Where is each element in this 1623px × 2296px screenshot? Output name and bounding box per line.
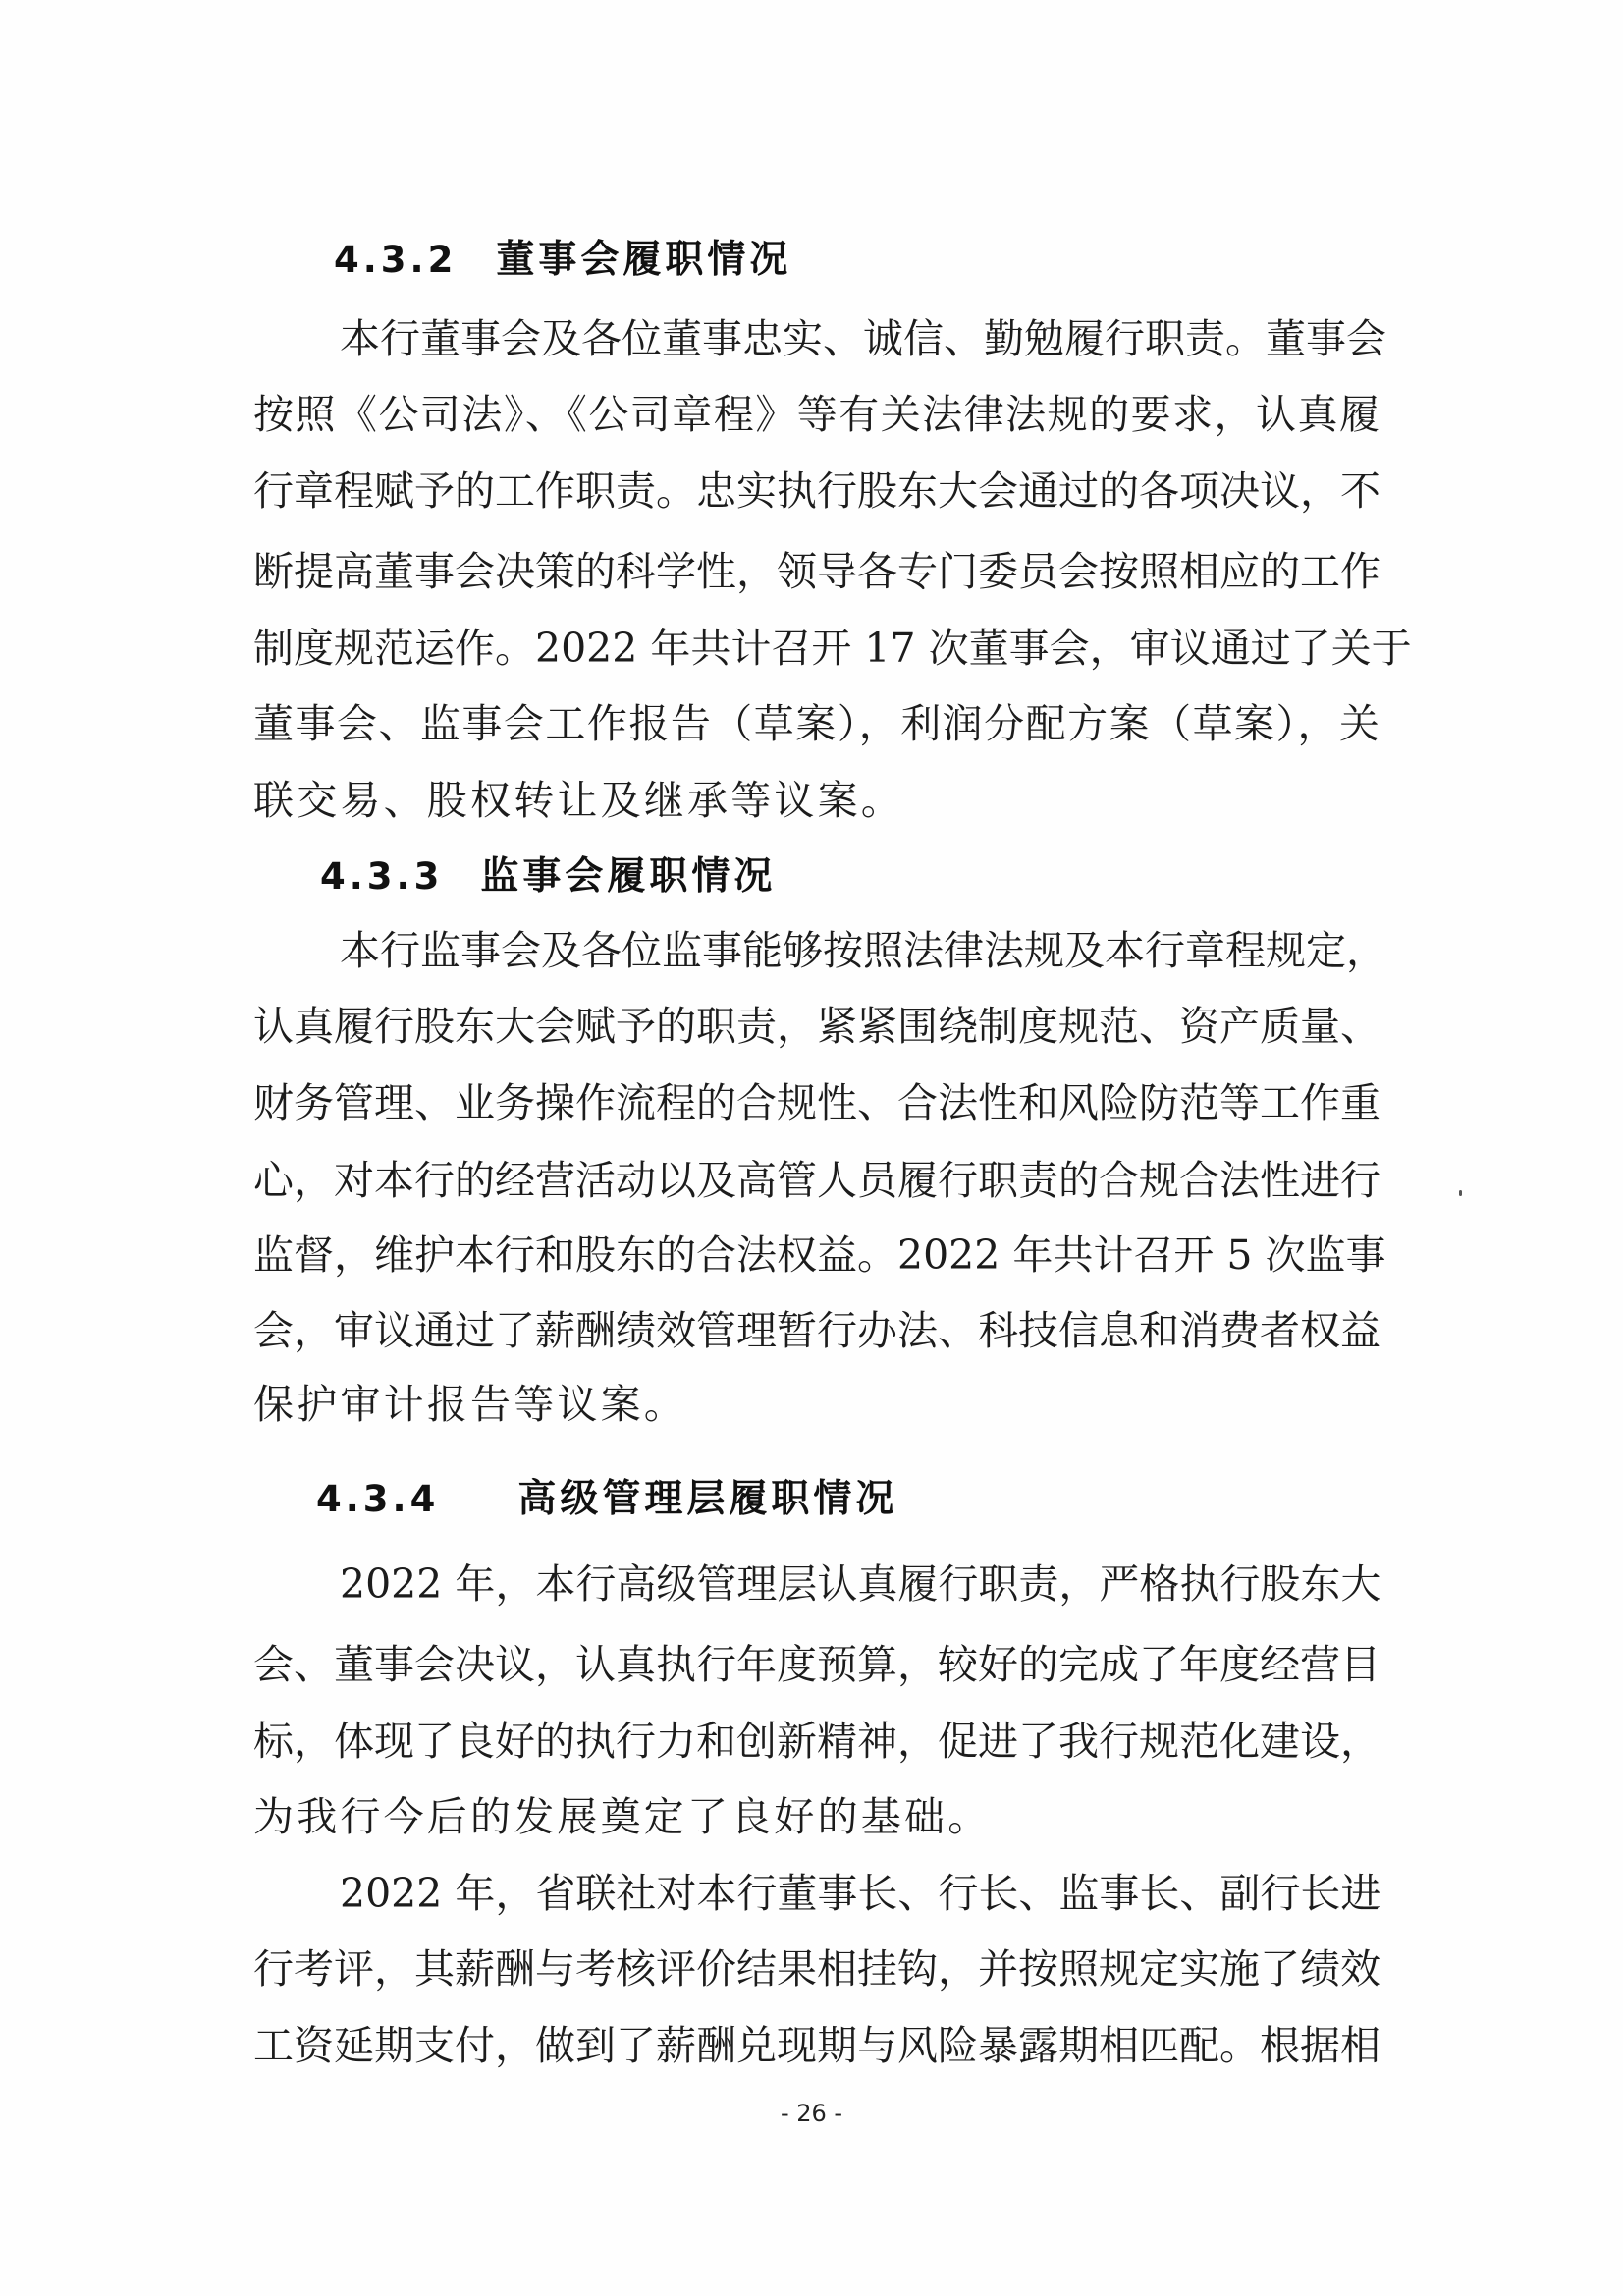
paragraph-line: 标，体现了良好的执行力和创新精神，促进了我行规范化建设，	[253, 1718, 1380, 1765]
paragraph-line: 本行董事会及各位董事忠实、诚信、勤勉履行职责。董事会	[340, 315, 1386, 362]
paragraph-line: 为我行今后的发展奠定了良好的基础。	[253, 1793, 992, 1840]
paragraph-line: 财务管理、业务操作流程的合规性、合法性和风险防范等工作重	[253, 1079, 1380, 1126]
section-heading-4-3-2	[334, 236, 791, 285]
paragraph-line: 认真履行股东大会赋予的职责，紧紧围绕制度规范、资产质量、	[253, 1003, 1380, 1050]
page-number: - 26 -	[780, 2100, 843, 2127]
section-number: 4.3.2	[334, 239, 458, 281]
section-heading-4-3-4	[316, 1475, 897, 1524]
scan-speck	[1459, 1190, 1462, 1196]
paragraph-line: 监督，维护本行和股东的合法权益。2022 年共计召开 5 次监事	[253, 1231, 1386, 1279]
paragraph-line: 会、董事会决议，认真执行年度预算，较好的完成了年度经营目	[253, 1641, 1380, 1688]
section-title: 高级管理层履职情况	[517, 1477, 898, 1521]
paragraph-line: 保护审计报告等议案。	[253, 1381, 687, 1428]
paragraph-line: 制度规范运作。2022 年共计召开 17 次董事会，审议通过了关于	[253, 625, 1412, 672]
paragraph-line: 会，审议通过了薪酬绩效管理暂行办法、科技信息和消费者权益	[253, 1307, 1380, 1354]
paragraph-line: 行考评，其薪酬与考核评价结果相挂钩，并按照规定实施了绩效	[253, 1945, 1380, 1993]
section-number: 4.3.3	[320, 855, 444, 898]
section-title: 监事会履职情况	[480, 854, 777, 899]
paragraph-line: 按照《公司法》、《公司章程》等有关法律法规的要求，认真履	[253, 391, 1380, 438]
paragraph-line: 本行监事会及各位监事能够按照法律法规及本行章程规定，	[340, 927, 1386, 974]
section-heading-4-3-3	[320, 852, 776, 902]
section-number: 4.3.4	[316, 1478, 440, 1520]
paragraph-line: 2022 年，本行高级管理层认真履行职责，严格执行股东大	[340, 1560, 1381, 1608]
paragraph-line: 心，对本行的经营活动以及高管人员履行职责的合规合法性进行	[253, 1157, 1380, 1204]
paragraph-line: 断提高董事会决策的科学性，领导各专门委员会按照相应的工作	[253, 548, 1380, 595]
paragraph-line: 工资延期支付，做到了薪酬兑现期与风险暴露期相匹配。根据相	[253, 2022, 1380, 2069]
paragraph-line: 行章程赋予的工作职责。忠实执行股东大会通过的各项决议，不	[253, 467, 1380, 515]
paragraph-line: 联交易、股权转让及继承等议案。	[253, 777, 904, 824]
paragraph-line: 2022 年，省联社对本行董事长、行长、监事长、副行长进	[340, 1870, 1381, 1917]
section-title: 董事会履职情况	[496, 238, 792, 282]
paragraph-line: 董事会、监事会工作报告（草案），利润分配方案（草案），关	[253, 700, 1380, 747]
